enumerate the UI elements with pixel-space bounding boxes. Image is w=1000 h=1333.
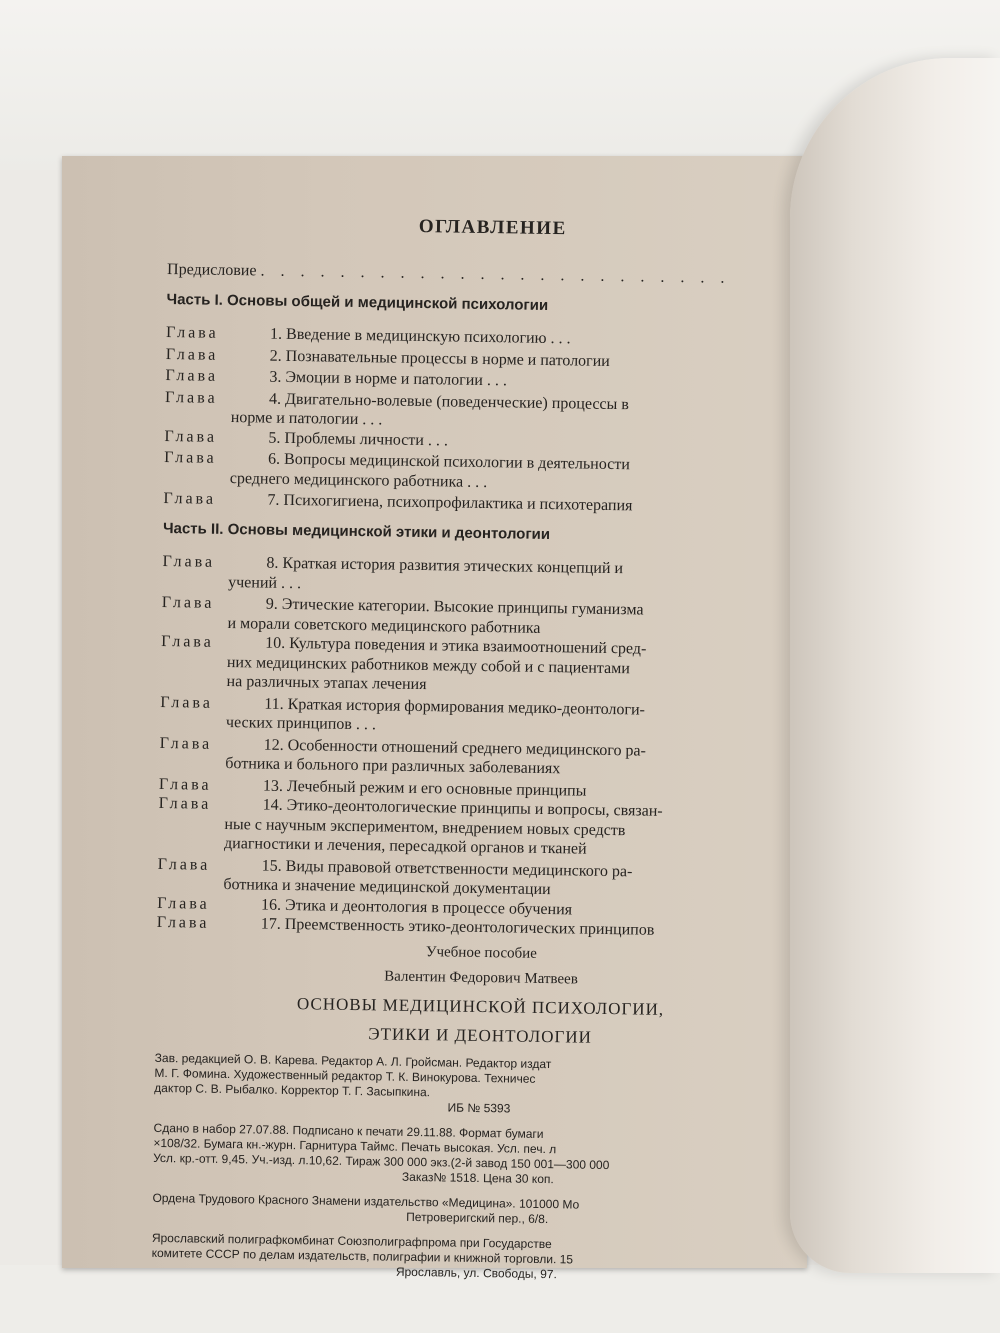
chapter-title: Психогигиена, психопрофилактика и психотерапия bbox=[283, 491, 633, 515]
publisher-line-1: Ордена Трудового Красного Знамени издательство «Медицина». 101000 Мо bbox=[152, 1190, 580, 1212]
chapter-number: 13. bbox=[262, 777, 284, 795]
chapter-title: Культура поведения и этика взаимоотношений сред- bbox=[289, 634, 647, 658]
chapter-title: Краткая история развития этических концепций и bbox=[282, 554, 624, 578]
chapter-number: 5. bbox=[268, 429, 281, 447]
publisher-line-2: Петроверигский пер., 6/8. bbox=[406, 1209, 549, 1226]
chapter-title: Двигательно-волевые (поведенческие) процессы в bbox=[284, 390, 630, 413]
chapter-title: Эмоции в норме и патологии . . . bbox=[285, 368, 508, 390]
chapter-word: Глава bbox=[160, 693, 214, 712]
chapter-number: 8. bbox=[266, 554, 279, 572]
ib-number: ИБ № 5393 bbox=[447, 1100, 511, 1115]
part-two-heading: Часть II. Основы медицинской этики и деонтологии bbox=[162, 519, 551, 543]
page-content bbox=[151, 212, 818, 1286]
toc-chapter-10-cont: них медицинских работников между собой и с пациентами bbox=[226, 653, 630, 677]
toc-chapter-14-cont: ные с научным экспериментом, внедрением новых средств bbox=[224, 815, 626, 839]
chapter-word: Глава bbox=[157, 894, 210, 913]
chapter-number: 6. bbox=[267, 450, 281, 468]
printer-line-3: Ярославль, ул. Свободы, 97. bbox=[395, 1264, 557, 1281]
chapter-word: Глава bbox=[161, 593, 215, 612]
editors-line-2: М. Г. Фомина. Художественный редактор Т. К. Винокурова. Техничес bbox=[154, 1065, 536, 1086]
chapter-title: Виды правовой ответственности медицинского ра- bbox=[285, 857, 633, 880]
chapter-number: 17. bbox=[260, 915, 281, 933]
chapter-word: Глава bbox=[165, 366, 219, 385]
print-line-4: Заказ№ 1518. Цена 30 коп. bbox=[401, 1169, 554, 1186]
toc-chapter-10-cont-2: на различных этапах лечения bbox=[226, 672, 427, 694]
toc-chapter-6-cont: среднего медицинского работника . . . bbox=[229, 469, 488, 491]
chapter-title: Этические категории. Высокие принципы гуманизма bbox=[281, 595, 644, 619]
turned-page-curl bbox=[790, 58, 1000, 1273]
print-line-2: ×108/32. Бумага кн.-журн. Гарнитура Таймс. Печать высокая. Усл. печ. л bbox=[153, 1135, 557, 1156]
chapter-number: 11. bbox=[264, 695, 284, 713]
chapter-number: 10. bbox=[265, 634, 286, 652]
editors-line-1: Зав. редакцией О. В. Карева. Редактор А. Л. Гройсман. Редактор издат bbox=[154, 1050, 552, 1071]
chapter-word: Глава bbox=[165, 345, 219, 364]
printer-line-2: комитете СССР по делам издательств, полиграфии и книжной торговли. 15 bbox=[151, 1245, 574, 1266]
chapter-number: 7. bbox=[267, 491, 280, 509]
chapter-number: 1. bbox=[269, 325, 283, 343]
chapter-title: Особенности отношений среднего медицинского ра- bbox=[287, 736, 647, 760]
chapter-word: Глава bbox=[158, 775, 212, 794]
chapter-title: Познавательные процессы в норме и патологии bbox=[285, 347, 610, 370]
chapter-number: 4. bbox=[268, 390, 282, 408]
chapter-word: Глава bbox=[161, 632, 214, 651]
chapter-word: Глава bbox=[165, 323, 219, 342]
book-title-line-1: ОСНОВЫ МЕДИЦИНСКОЙ ПСИХОЛОГИИ, bbox=[296, 993, 665, 1019]
print-line-1: Сдано в набор 27.07.88. Подписано к печати 29.11.88. Формат бумаги bbox=[153, 1120, 544, 1141]
chapter-title: Преемственность этико-деонтологических принципов bbox=[284, 915, 655, 939]
printer-line-1: Ярославский полиграфкомбинат Союзполиграфпрома при Государстве bbox=[151, 1230, 552, 1251]
part-one-heading: Часть I. Основы общей и медицинской психологии bbox=[166, 290, 549, 314]
chapter-title: Краткая история формирования медико-деонтологи- bbox=[287, 695, 646, 719]
toc-chapter-15-cont: ботника и значение медицинской документации bbox=[223, 875, 551, 899]
author-name: Валентин Федорович Матвеев bbox=[384, 967, 578, 988]
chapter-word: Глава bbox=[164, 448, 217, 467]
toc-preface bbox=[167, 260, 817, 290]
toc-chapter-12-cont: ботника и больного при различных заболеваниях bbox=[225, 754, 561, 778]
chapter-title: Этика и деонтология в процессе обучения bbox=[284, 896, 573, 918]
chapter-word: Глава bbox=[162, 552, 216, 571]
chapter-number: 16. bbox=[260, 896, 282, 914]
toc-title: ОГЛАВЛЕНИЕ bbox=[418, 215, 567, 240]
toc-chapter-11-cont: ческих принципов . . . bbox=[225, 713, 377, 734]
chapter-number: 14. bbox=[262, 796, 283, 814]
chapter-word: Глава bbox=[164, 427, 218, 446]
chapter-title: Лечебный режим и его основные принципы bbox=[286, 777, 587, 800]
toc-chapter-8-cont: учений . . . bbox=[228, 573, 302, 592]
chapter-title: Вопросы медицинской психологии в деятельности bbox=[283, 450, 630, 474]
chapter-word: Глава bbox=[164, 388, 218, 407]
chapter-word: Глава bbox=[158, 794, 212, 813]
preface-label: Предисловие bbox=[166, 260, 257, 280]
toc-chapter-4-cont: норме и патологии . . . bbox=[230, 409, 383, 429]
chapter-number: 15. bbox=[261, 857, 282, 875]
chapter-number: 2. bbox=[269, 347, 282, 365]
chapter-title: Этико-деонтологические принципы и вопросы, связан- bbox=[286, 796, 663, 820]
chapter-number: 9. bbox=[265, 595, 278, 613]
toc-chapter-9-cont: и морали советского медицинского работника bbox=[227, 614, 541, 637]
chapter-word: Глава bbox=[156, 913, 210, 932]
print-line-3: Усл. кр.-отт. 9,45. Уч.-изд. л.10,62. Тираж 300 000 экз.(2-й завод 150 001—300 000 bbox=[153, 1150, 610, 1172]
toc-chapter-14-cont-2: диагностики и лечения, пересадкой органов и тканей bbox=[223, 834, 587, 858]
book-title-line-2: ЭТИКИ И ДЕОНТОЛОГИИ bbox=[368, 1023, 593, 1047]
chapter-word: Глава bbox=[163, 489, 217, 508]
chapter-title: Введение в медицинскую психологию . . . bbox=[285, 325, 571, 348]
chapter-number: 12. bbox=[263, 736, 284, 754]
editors-line-3: дактор С. В. Рыбалко. Корректор Т. Г. Засыпкина. bbox=[154, 1080, 431, 1099]
chapter-number: 3. bbox=[269, 368, 282, 386]
chapter-word: Глава bbox=[157, 855, 211, 874]
chapter-title: Проблемы личности . . . bbox=[284, 429, 449, 449]
book-type: Учебное пособие bbox=[425, 943, 537, 962]
chapter-word: Глава bbox=[159, 734, 213, 753]
dot-leader: . . . . . . . . . . . . . . . . . . . . . . . . bbox=[260, 262, 731, 287]
